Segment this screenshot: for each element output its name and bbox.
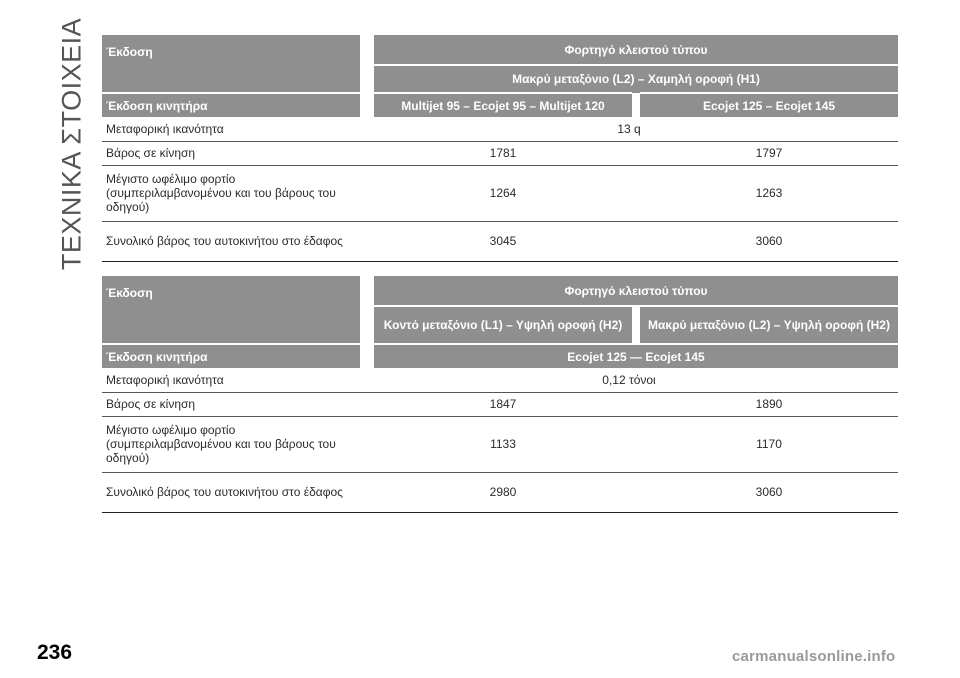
version-header: Έκδοση (102, 35, 360, 93)
engine-row (102, 344, 898, 368)
table-row: Συνολικό βάρος του αυτοκινήτου στο έδαφος 3045 3060 (102, 221, 898, 261)
version-header: Έκδοση (102, 276, 360, 344)
engine-row (102, 93, 898, 117)
section-side-title (52, 17, 92, 270)
table-row: Βάρος σε κίνηση 1781 1797 (102, 141, 898, 165)
engine-col-1: Ecojet 125 — Ecojet 145 (374, 344, 898, 368)
page-number: 236 (37, 641, 73, 664)
watermark-text: carmanualsonline.info (732, 648, 896, 665)
engine-label: Έκδοση κινητήρα (102, 344, 360, 368)
table-row: Συνολικό βάρος του αυτοκινήτου στο έδαφος 2980 3060 (102, 472, 898, 512)
table-row: Μεταφορική ικανότητα 13 q (102, 117, 898, 141)
engine-label: Έκδοση κινητήρα (102, 93, 360, 117)
table-row: Μεταφορική ικανότητα 0,12 τόνοι (102, 368, 898, 392)
table-row: Βάρος σε κίνηση 1847 1890 (102, 392, 898, 416)
engine-col-1: Multijet 95 – Ecojet 95 – Multijet 120 (374, 93, 632, 117)
spec-table-2 (102, 276, 898, 513)
engine-col-2: Ecojet 125 – Ecojet 145 (640, 93, 898, 117)
section-title-text: ΤΕΧΝΙΚΑ ΣΤΟΙΧΕΙΑ (56, 17, 87, 270)
group-header: Φορτηγό κλειστού τύπου (374, 276, 898, 306)
subgroup-header-2: Μακρύ μεταξόνιο (L2) – Υψηλή οροφή (H2) (640, 306, 898, 344)
spec-table-1 (102, 35, 898, 262)
table-header-row (102, 35, 898, 65)
table-row: Μέγιστο ωφέλιμο φορτίο (συμπεριλαμβανομένου και του βάρους του οδηγού) 1133 1170 (102, 416, 898, 472)
group-header: Φορτηγό κλειστού τύπου (374, 35, 898, 65)
subgroup-header-1: Κοντό μεταξόνιο (L1) – Υψηλή οροφή (H2) (374, 306, 632, 344)
capacity-value: 0,12 τόνοι (360, 368, 898, 392)
table-row: Μέγιστο ωφέλιμο φορτίο (συμπεριλαμβανομένου και του βάρους του οδηγού) 1264 1263 (102, 165, 898, 221)
capacity-value: 13 q (360, 117, 898, 141)
table-header-row (102, 276, 898, 306)
subgroup-header: Μακρύ μεταξόνιο (L2) – Χαμηλή οροφή (H1) (374, 65, 898, 93)
